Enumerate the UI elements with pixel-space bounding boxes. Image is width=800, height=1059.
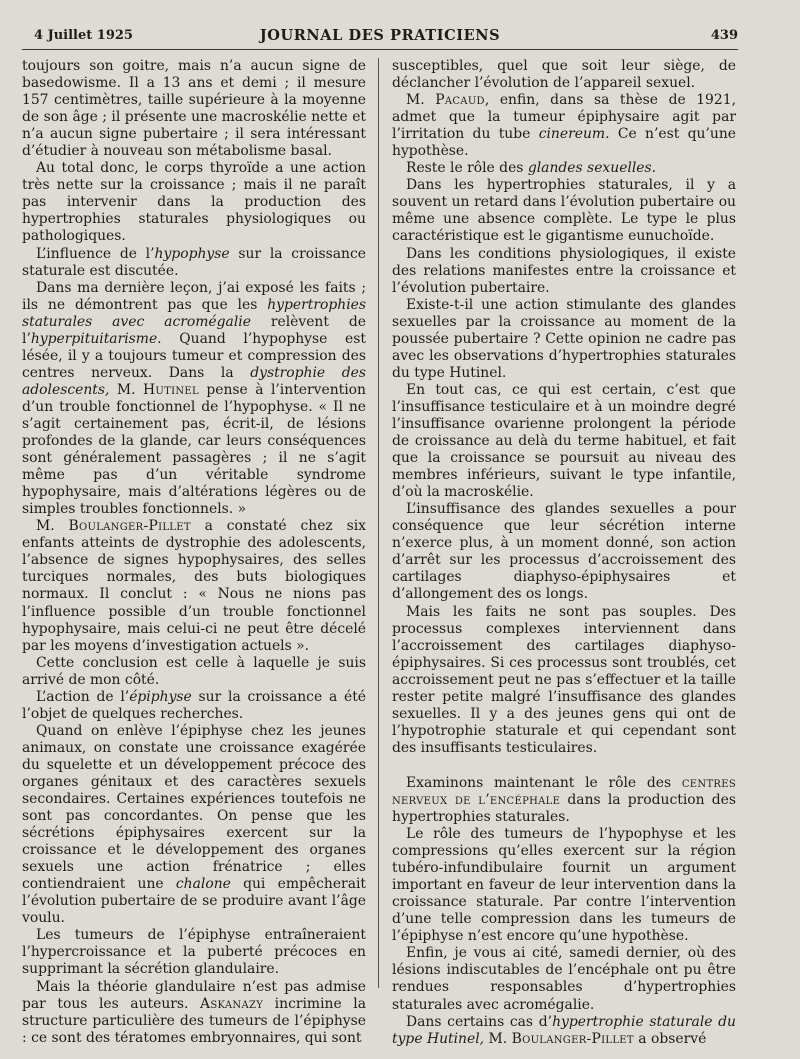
issue-date: 4 Juillet 1925 [34,28,133,43]
paragraph: Mais la théorie glandulaire n’est pas admise par tous les auteurs. Askanazy incrimine la structure particulière des tumeurs de l’épiphyse : ce sont des tératomes embryonnaires, qui sont [22,978,366,1046]
header-rule [22,49,738,50]
paragraph: susceptibles, quel que soit leur siège, de déclancher l’évolution de l’appareil sexuel. [392,58,736,92]
page-number: 439 [710,28,738,43]
journal-title: JOURNAL DES PRATICIENS [259,27,501,44]
author-name: Boulanger-Pillet [68,518,191,535]
paragraph: Existe-t-il une action stimulante des glandes sexuelles par la croissance au moment de la poussée pubertaire ? Cette opinion ne cadre pas avec les observations d’hypertrophies staturales du type Hutinel. [392,296,736,381]
paragraph: Dans certains cas d’hypertrophie staturale du type Hutinel, M. Boulanger-Pillet a observé [392,1013,736,1047]
paragraph: Les tumeurs de l’épiphyse entraîneraient l’hypercroissance et la puberté précoces en supprimant la sécrétion glandulaire. [22,927,366,978]
paragraph: En tout cas, ce qui est certain, c’est que l’insuffisance testiculaire et à un moindre degré l’insuffisance ovarienne prolongent la période de croissance au delà du terme habituel, et fait que la croissance se poursuit au niveau des membres inférieurs, suivant le type infantile, d’où la macroskélie. [392,381,736,501]
page-header [22,24,738,46]
right-column [392,58,736,1048]
paragraph: toujours son goitre, mais n’a aucun signe de basedowisme. Il a 13 ans et demi ; il mesure 157 centimètres, taille supérieure à la moyenne de son âge ; il présente une macroskélie nette et n’a aucun signe pubertaire ; il sera intéressant d’étudier à nouveau son métabolisme basal. [22,58,366,160]
paragraph: Reste le rôle des glandes sexuelles. [406,160,657,177]
left-column [22,58,366,1047]
paragraph: L’action de l’épiphyse sur la croissance a été l’objet de quelques recherches. [22,688,366,722]
paragraph: Au total donc, le corps thyroïde a une action très nette sur la croissance ; mais il ne paraît pas intervenir dans la production des hypertrophies staturales physiologiques ou pathologiques. [22,160,366,245]
author-name: Pacaud [435,92,485,109]
paragraph: Le rôle des tumeurs de l’hypophyse et les compressions qu’elles exercent sur la région tubéro-infundibulaire fournit un argument important en faveur de leur intervention dans la croissance staturale. Par contre l’intervention d’une telle compression dans les tumeurs de l’épiphyse n’est encore qu’une hypothèse. [392,826,736,945]
paragraph: Dans les hypertrophies staturales, il y a souvent un retard dans l’évolution pubertaire ou même une absence complète. Le type le plus caractéristique est le gigantisme eunuchoïde. [392,177,736,245]
paragraph: L’insuffisance des glandes sexuelles a pour conséquence que leur sécrétion interne n’exerce plus, à un moment donné, son action d’arrêt sur les processus d’accroissement des cartilages diaphyso-épiphysaires et d’allongement des os longs. [392,501,736,603]
author-name: Askanazy [200,995,264,1012]
paragraph: Cette conclusion est celle à laquelle je suis arrivé de mon côté. [22,654,366,688]
paragraph: M. Pacaud, enfin, dans sa thèse de 1921, admet que la tumeur épiphysaire agit par l’irritation du tube cinereum. Ce n’est qu’une hypothèse. [392,92,736,160]
paragraph: Mais les faits ne sont pas souples. Des processus complexes interviennent dans l’accroissement des cartilages diaphyso-épiphysaires. Si ces processus sont troublés, cet accroissement peut ne pas s’effectuer et la taille rester petite malgré l’insuffisance des glandes sexuelles. Il y a des jeunes gens qui ont de l’hypotrophie staturale et qui cependant sont des insuffisants testiculaires. [392,603,736,756]
paragraph: Dans les conditions physiologiques, il existe des relations manifestes entre la croissance et l’évolution pubertaire. [392,245,736,296]
paragraph: L’influence de l’hypophyse sur la croissance staturale est discutée. [22,245,366,279]
paragraph: Dans ma dernière leçon, j’ai exposé les faits ; ils ne démontrent pas que les hypertrophies staturales avec acromégalie relèvent de l’hyperpituitarisme. Quand l’hypophyse est lésée, il y a toujours tumeur et compression des centres nerveux. Dans la dystrophie des adolescents, M. Hutinel pense à l’intervention d’un trouble fonctionnel de l’hypophyse. « Il ne s’agit certainement pas, écrit-il, de lésions profondes de la glande, car leurs conséquences sont généralement passagères ; il ne s’agit même pas d’un véritable syndrome hypophysaire, mais d’altérations légères ou de simples troubles fonctionnels. » [22,279,366,518]
column-divider [378,58,379,988]
paragraph: Enfin, je vous ai cité, samedi dernier, où des lésions indiscutables de l’encéphale ont pu être rendues responsables d’hypertrophies staturales avec acromégalie. [392,945,736,1013]
author-name: Boulanger-Pillet [511,1030,634,1047]
author-name: Hutinel [142,381,199,398]
paragraph: M. Boulanger-Pillet a constaté chez six enfants atteints de dystrophie des adolescents, l’absence de signes hypophysaires, des selles turciques normales, des buts biologiques normaux. Il conclut : « Nous ne nions pas l’influence possible d’un trouble fonctionnel hypophysaire, mais celui-ci ne peut être décelé par les moyens d’investigation actuels ». [22,518,366,654]
paragraph: Quand on enlève l’épiphyse chez les jeunes animaux, on constate une croissance exagérée du squelette et un développement précoce des organes génitaux et des caractères sexuels secondaires. Certaines expériences toutefois ne sont pas concordantes. On pense que les sécrétions épiphysaires exercent sur la croissance et le développement des organes sexuels une action frénatrice ; elles contiendraient une chalone qui empêcherait l’évolution pubertaire de se produire avant l’âge voulu. [22,722,367,927]
section-term: centres nerveux de l’encéphale [392,774,736,808]
paragraph: Examinons maintenant le rôle des centres nerveux de l’encéphale dans la production des hypertrophies staturales. [392,774,736,826]
